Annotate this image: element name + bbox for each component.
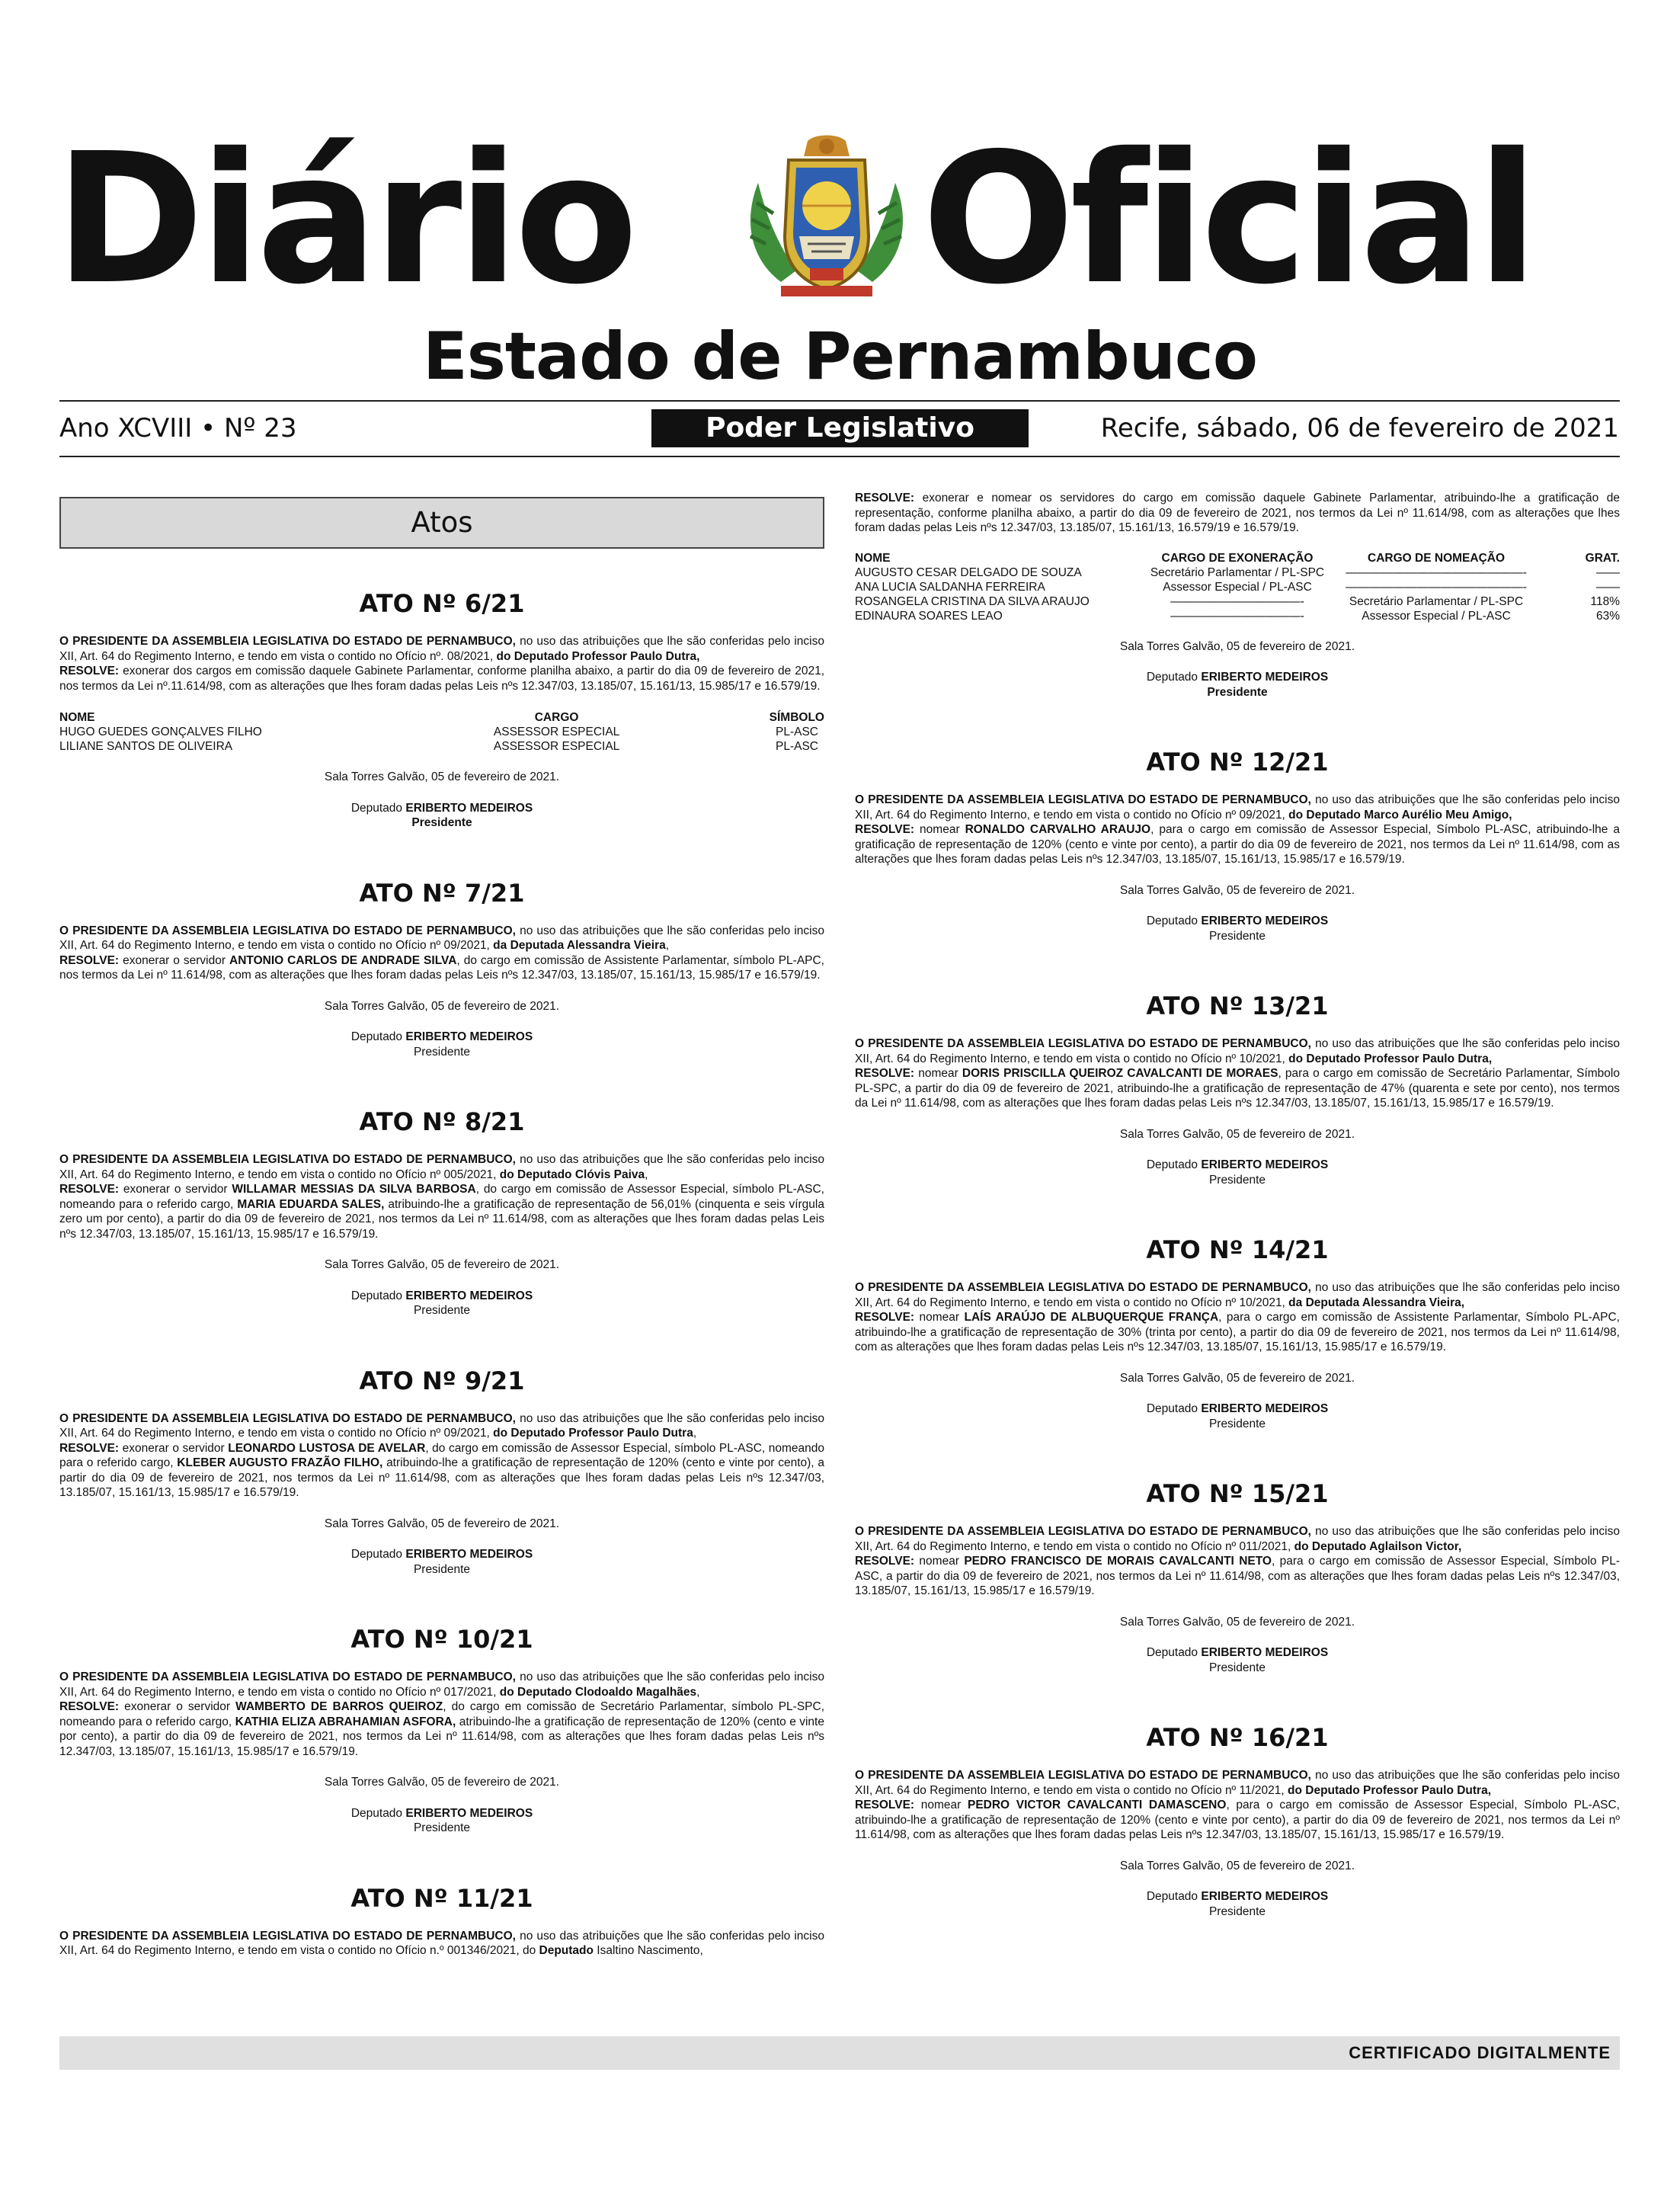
- publication-date: Recife, sábado, 06 de fevereiro de 2021: [1100, 413, 1619, 444]
- ato-signature: Deputado ERIBERTO MEDEIROS Presidente: [1146, 671, 1329, 699]
- table-row: ROSANGELA CRISTINA DA SILVA ARAUJO ———————————- Secretário Parlamentar / PL-SPC 118%: [855, 594, 1620, 608]
- ato-11: [59, 1883, 824, 1959]
- ato-body: O PRESIDENTE DA ASSEMBLEIA LEGISLATIVA DO ESTADO DE PERNAMBUCO, no uso das atribuições que lhe são conferidas pelo inciso XII, Art. 64 do Regimento Interno, e tendo em vista o contido no Ofício nº 005/2021, do Deputado Clóvis Paiva, RESOLVE: exonerar o servidor WILLAMAR MESSIAS DA SILVA BARBOSA, do cargo em comissão de Assessor Especial, símbolo PL-ASC, nomeando para o referido cargo, MARIA EDUARDA SALES, atribuindo-lhe a gratificação de representação de 56,01% (cinquenta e seis vírgula zero um por cento), a partir do dia 09 de fevereiro de 2021, nos termos da Lei nº 11.614/98, com as alterações que lhes foram dadas pelas Leis nºs 12.347/03, 13.185/07, 15.161/13, 15.985/17 e 16.579/19.: [59, 1153, 824, 1241]
- ato-signature: Deputado ERIBERTO MEDEIROS Presidente: [1146, 915, 1329, 943]
- ato-body: O PRESIDENTE DA ASSEMBLEIA LEGISLATIVA DO ESTADO DE PERNAMBUCO, no uso das atribuições que lhe são conferidas pelo inciso XII, Art. 64 do Regimento Interno, e tendo em vista o contido no Ofício nº 017/2021, do Deputado Clodoaldo Magalhães, RESOLVE: exonerar o servidor WAMBERTO DE BARROS QUEIROZ, do cargo em comissão de Secretário Parlamentar, símbolo PL-SPC, nomeando para o referido cargo, KATHIA ELIZA ABRAHAMIAN ASFORA, atribuindo-lhe a gratificação de representação de 120% (cento e vinte por cento), a partir do dia 09 de fevereiro de 2021, nos termos da Lei nº 11.614/98, com as alterações que lhes foram dadas pelas Leis nºs 12.347/03, 13.185/07, 15.161/13, 15.985/17 e 16.579/19.: [59, 1670, 824, 1758]
- ato-place-date: Sala Torres Galvão, 05 de fevereiro de 2021.: [1119, 639, 1355, 653]
- ato-body: O PRESIDENTE DA ASSEMBLEIA LEGISLATIVA DO ESTADO DE PERNAMBUCO, no uso das atribuições que lhe são conferidas pelo inciso XII, Art. 64 do Regimento Interno, e tendo em vista o contido no Ofício nº 09/2021, do Deputado Marco Aurélio Meu Amigo, RESOLVE: nomear RONALDO CARVALHO ARAUJO, para o cargo em comissão de Assessor Especial, Símbolo PL-ASC, atribuindo-lhe a gratificação de representação de 120% (cento e vinte por cento), a partir do dia 09 de fevereiro de 2021, nos termos da Lei nº 11.614/98, com as alterações que lhes foram dadas pelas Leis nºs 12.347/03, 13.185/07, 15.161/13, 15.985/17 e 16.579/19.: [855, 793, 1620, 866]
- ato-signature: Deputado ERIBERTO MEDEIROS Presidente: [1146, 1402, 1329, 1430]
- ato-title: ATO Nº 7/21: [359, 878, 525, 908]
- pernambuco-coat-of-arms-icon: [735, 130, 918, 305]
- ato-16: [855, 1722, 1620, 1919]
- ato-title: ATO Nº 13/21: [1146, 991, 1329, 1020]
- ato-place-date: Sala Torres Galvão, 05 de fevereiro de 2021.: [324, 1517, 560, 1530]
- ato-body: O PRESIDENTE DA ASSEMBLEIA LEGISLATIVA DO ESTADO DE PERNAMBUCO, no uso das atribuições que lhe são conferidas pelo inciso XII, Art. 64 do Regimento Interno, e tendo em vista o contido no Ofício nº. 08/2021, do Deputado Professor Paulo Dutra, RESOLVE: exonerar dos cargos em comissão daquele Gabinete Parlamentar, conforme planilha abaixo, a partir do dia 09 de fevereiro de 2021, nos termos da Lei nº.11.614/98, com as alterações que lhes foram dadas pelas Leis nºs 12.347/03, 13.185/07, 15.161/13, 15.985/17 e 16.579/19.: [59, 635, 824, 693]
- ato-title: ATO Nº 10/21: [350, 1625, 533, 1654]
- ato-place-date: Sala Torres Galvão, 05 de fevereiro de 2021.: [1119, 883, 1355, 897]
- table-row: LILIANE SANTOS DE OLIVEIRA ASSESSOR ESPECIAL PL-ASC: [59, 740, 818, 753]
- ato-title: ATO Nº 12/21: [1146, 748, 1329, 777]
- ato-6: [59, 588, 824, 831]
- table-row: ANA LUCIA SALDANHA FERREIRA Assessor Especial / PL-ASC ———————————————- ——: [855, 580, 1620, 594]
- masthead-subtitle: Estado de Pernambuco: [423, 319, 1257, 395]
- ato-place-date: Sala Torres Galvão, 05 de fevereiro de 2021.: [1119, 1371, 1355, 1385]
- ato-place-date: Sala Torres Galvão, 05 de fevereiro de 2021.: [324, 1258, 560, 1271]
- ato-place-date: Sala Torres Galvão, 05 de fevereiro de 2021.: [324, 770, 560, 783]
- ato-body: O PRESIDENTE DA ASSEMBLEIA LEGISLATIVA DO ESTADO DE PERNAMBUCO, no uso das atribuições que lhe são conferidas pelo inciso XII, Art. 64 do Regimento Interno, e tendo em vista o contido no Ofício nº 10/2021, do Deputado Professor Paulo Dutra, RESOLVE: nomear DORIS PRISCILLA QUEIROZ CAVALCANTI DE MORAES, para o cargo em comissão de Secretário Parlamentar, Símbolo PL-SPC, a partir do dia 09 de fevereiro de 2021, atribuindo-lhe a gratificação de representação de 47% (quarenta e sete por cento), nos termos da Lei nº 11.614/98, com as alterações que lhes foram dadas pelas Leis nºs 12.347/03, 13.185/07, 15.161/13, 15.985/17 e 16.579/19.: [855, 1037, 1620, 1110]
- bottom-divider: [59, 456, 1620, 457]
- ato-place-date: Sala Torres Galvão, 05 de fevereiro de 2021.: [1119, 1859, 1355, 1872]
- ato-title: ATO Nº 11/21: [350, 1883, 533, 1913]
- ato-signature: Deputado ERIBERTO MEDEIROS Presidente: [1146, 1158, 1329, 1187]
- ato-body: O PRESIDENTE DA ASSEMBLEIA LEGISLATIVA DO ESTADO DE PERNAMBUCO, no uso das atribuições que lhe são conferidas pelo inciso XII, Art. 64 do Regimento Interno, e tendo em vista o contido no Ofício nº 09/2021, do Deputado Professor Paulo Dutra, RESOLVE: exonerar o servidor LEONARDO LUSTOSA DE AVELAR, do cargo em comissão de Assessor Especial, símbolo PL-ASC, nomeando para o referido cargo, KLEBER AUGUSTO FRAZÃO FILHO, atribuindo-lhe a gratificação de representação de 120% (cento e vinte por cento), a partir do dia 09 de fevereiro de 2021, nos termos da Lei nº 11.614/98, com as alterações que lhes foram dadas pelas Leis nºs 12.347/03, 13.185/07, 15.161/13, 15.985/17 e 16.579/19.: [59, 1411, 824, 1499]
- table-row: AUGUSTO CESAR DELGADO DE SOUZA Secretário Parlamentar / PL-SPC ———————————————- ——: [855, 565, 1620, 579]
- ato-place-date: Sala Torres Galvão, 05 de fevereiro de 2021.: [1119, 1127, 1355, 1141]
- edition-number: Ano XCVIII • Nº 23: [59, 413, 297, 444]
- ato-body: O PRESIDENTE DA ASSEMBLEIA LEGISLATIVA DO ESTADO DE PERNAMBUCO, no uso das atribuições que lhe são conferidas pelo inciso XII, Art. 64 do Regimento Interno, e tendo em vista o contido no Ofício nº 11/2021, do Deputado Professor Paulo Dutra, RESOLVE: nomear PEDRO VICTOR CAVALCANTI DAMASCENO, para o cargo em comissão de Assessor Especial, Símbolo PL-ASC, atribuindo-lhe a gratificação de representação de 120% (cento e vinte por cento), a partir do dia 09 de fevereiro de 2021, nos termos da Lei nº 11.614/98, com as alterações que lhes foram dadas pelas Leis nºs 12.347/03, 13.185/07, 15.161/13, 15.985/17 e 16.579/19.: [855, 1769, 1620, 1841]
- ato-signature: Deputado ERIBERTO MEDEIROS Presidente: [350, 1548, 533, 1576]
- ato-place-date: Sala Torres Galvão, 05 de fevereiro de 2021.: [1119, 1615, 1355, 1629]
- left-column: [59, 488, 824, 1959]
- ato-8: [59, 1107, 824, 1318]
- ato-place-date: Sala Torres Galvão, 05 de fevereiro de 2021.: [324, 999, 560, 1013]
- ato-body: O PRESIDENTE DA ASSEMBLEIA LEGISLATIVA DO ESTADO DE PERNAMBUCO, no uso das atribuições que lhe são conferidas pelo inciso XII, Art. 64 do Regimento Interno, e tendo em vista o contido no Ofício nº 10/2021, da Deputada Alessandra Vieira, RESOLVE: nomear LAÍS ARAÚJO DE ALBUQUERQUE FRANÇA, para o cargo em comissão de Assistente Parlamentar, Símbolo PL-APC, atribuindo-lhe a gratificação de representação de 30% (trinta por cento), a partir do dia 09 de fevereiro de 2021, nos termos da Lei nº 11.614/98, com as alterações que lhes foram dadas pelas Leis nºs 12.347/03, 13.185/07, 15.161/13, 15.985/17 e 16.579/19.: [855, 1281, 1620, 1353]
- ato-10: [59, 1624, 824, 1836]
- ato-13: [855, 991, 1620, 1187]
- ato-signature: Deputado ERIBERTO MEDEIROS Presidente: [350, 1030, 533, 1059]
- ato-title: ATO Nº 8/21: [359, 1107, 525, 1136]
- table-row: EDINAURA SOARES LEAO ———————————- Assessor Especial / PL-ASC 63%: [855, 609, 1620, 623]
- ato-body: O PRESIDENTE DA ASSEMBLEIA LEGISLATIVA DO ESTADO DE PERNAMBUCO, no uso das atribuições que lhe são conferidas pelo inciso XII, Art. 64 do Regimento Interno, e tendo em vista o contido no Ofício n.º 001346/2021, do Deputado Isaltino Nascimento,: [59, 1929, 824, 1957]
- ato-signature: Deputado ERIBERTO MEDEIROS Presidente: [350, 1806, 533, 1834]
- right-column: [855, 491, 1620, 1919]
- ato-place-date: Sala Torres Galvão, 05 de fevereiro de 2021.: [324, 1776, 560, 1789]
- ato-6-table: NOME CARGO SÍMBOLO HUGO GUEDES GONÇALVES FILHO ASSESSOR ESPECIAL PL-ASC LILIANE SANTOS DE OLIVEIRA ASSESSOR ESPECIAL PL-ASC: [59, 711, 824, 753]
- ato-signature: Deputado ERIBERTO MEDEIROS Presidente: [1146, 1890, 1329, 1918]
- masthead-title-left: Diário: [55, 114, 634, 324]
- ato-body: RESOLVE: exonerar e nomear os servidores do cargo em comissão daquele Gabinete Parlamentar, atribuindo-lhe a gratificação de representação, conforme planilha abaixo, a partir do dia 09 de fevereiro de 2021, nos termos da Lei nº 11.614/98, com as alterações que lhes foram dadas pelas Leis nºs 12.347/03, 13.185/07, 15.161/13, 16.579/19 e 16.579/19.: [855, 492, 1620, 534]
- digital-certification-label: CERTIFICADO DIGITALMENTE: [1349, 2043, 1611, 2062]
- ato-title: ATO Nº 15/21: [1146, 1479, 1329, 1508]
- ato-title: ATO Nº 14/21: [1146, 1235, 1329, 1264]
- ato-body: O PRESIDENTE DA ASSEMBLEIA LEGISLATIVA DO ESTADO DE PERNAMBUCO, no uso das atribuições que lhe são conferidas pelo inciso XII, Art. 64 do Regimento Interno, e tendo em vista o contido no Ofício nº 09/2021, da Deputada Alessandra Vieira, RESOLVE: exonerar o servidor ANTONIO CARLOS DE ANDRADE SILVA, do cargo em comissão de Assistente Parlamentar, símbolo PL-APC, nos termos da Lei nº 11.614/98, com as alterações que lhes foram dadas pelas Leis nºs 12.347/03, 13.185/07, 15.161/13, 15.985/17 e 16.579/19.: [59, 924, 824, 982]
- ato-11-table: NOME CARGO DE EXONERAÇÃO CARGO DE NOMEAÇÃO GRAT. AUGUSTO CESAR DELGADO DE SOUZA Secretário Parlamentar / PL-SPC ———————————————- —— ANA LUCIA SALDANHA FERREIRA Assessor Especial / PL-ASC ———————————————- —— ROSANGELA CRISTINA DA SILVA ARAUJO ———————————- Secretário Parlamentar / PL-SPC 118% EDINAURA SOARES LEAO ———————————- Assessor Especial / PL-ASC 63%: [855, 551, 1620, 623]
- ato-body: O PRESIDENTE DA ASSEMBLEIA LEGISLATIVA DO ESTADO DE PERNAMBUCO, no uso das atribuições que lhe são conferidas pelo inciso XII, Art. 64 do Regimento Interno, e tendo em vista o contido no Ofício nº 011/2021, do Deputado Aglailson Victor, RESOLVE: nomear PEDRO FRANCISCO DE MORAIS CAVALCANTI NETO, para o cargo em comissão de Assessor Especial, Símbolo PL-ASC, a partir do dia 09 de fevereiro de 2021, nos termos da Lei nº 11.614/98, com as alterações que lhes foram dadas pelas Leis nºs 12.347/03, 13.185/07, 15.161/13, 15.985/17 e 16.579/19.: [855, 1525, 1620, 1597]
- section-badge: Poder Legislativo: [651, 409, 1029, 447]
- ato-signature: Deputado ERIBERTO MEDEIROS Presidente: [350, 1289, 533, 1317]
- ato-title: ATO Nº 9/21: [359, 1366, 525, 1395]
- ato-11-continuation: [855, 491, 1620, 700]
- ato-title: ATO Nº 6/21: [359, 589, 525, 618]
- ato-9: [59, 1366, 824, 1578]
- ato-14: [855, 1235, 1620, 1431]
- ato-signature: Deputado ERIBERTO MEDEIROS Presidente: [350, 801, 533, 829]
- masthead: [0, 114, 1680, 324]
- ato-title: ATO Nº 16/21: [1146, 1723, 1329, 1752]
- table-row: HUGO GUEDES GONÇALVES FILHO ASSESSOR ESPECIAL PL-ASC: [59, 726, 818, 738]
- masthead-title-right: Oficial: [922, 114, 1534, 324]
- ato-15: [855, 1478, 1620, 1675]
- footer-bar: [59, 2036, 1620, 2070]
- ato-12: [855, 747, 1620, 943]
- top-divider: [59, 400, 1620, 402]
- ato-signature: Deputado ERIBERTO MEDEIROS Presidente: [1146, 1646, 1329, 1674]
- ato-7: [59, 878, 824, 1060]
- atos-heading: Atos: [59, 497, 824, 549]
